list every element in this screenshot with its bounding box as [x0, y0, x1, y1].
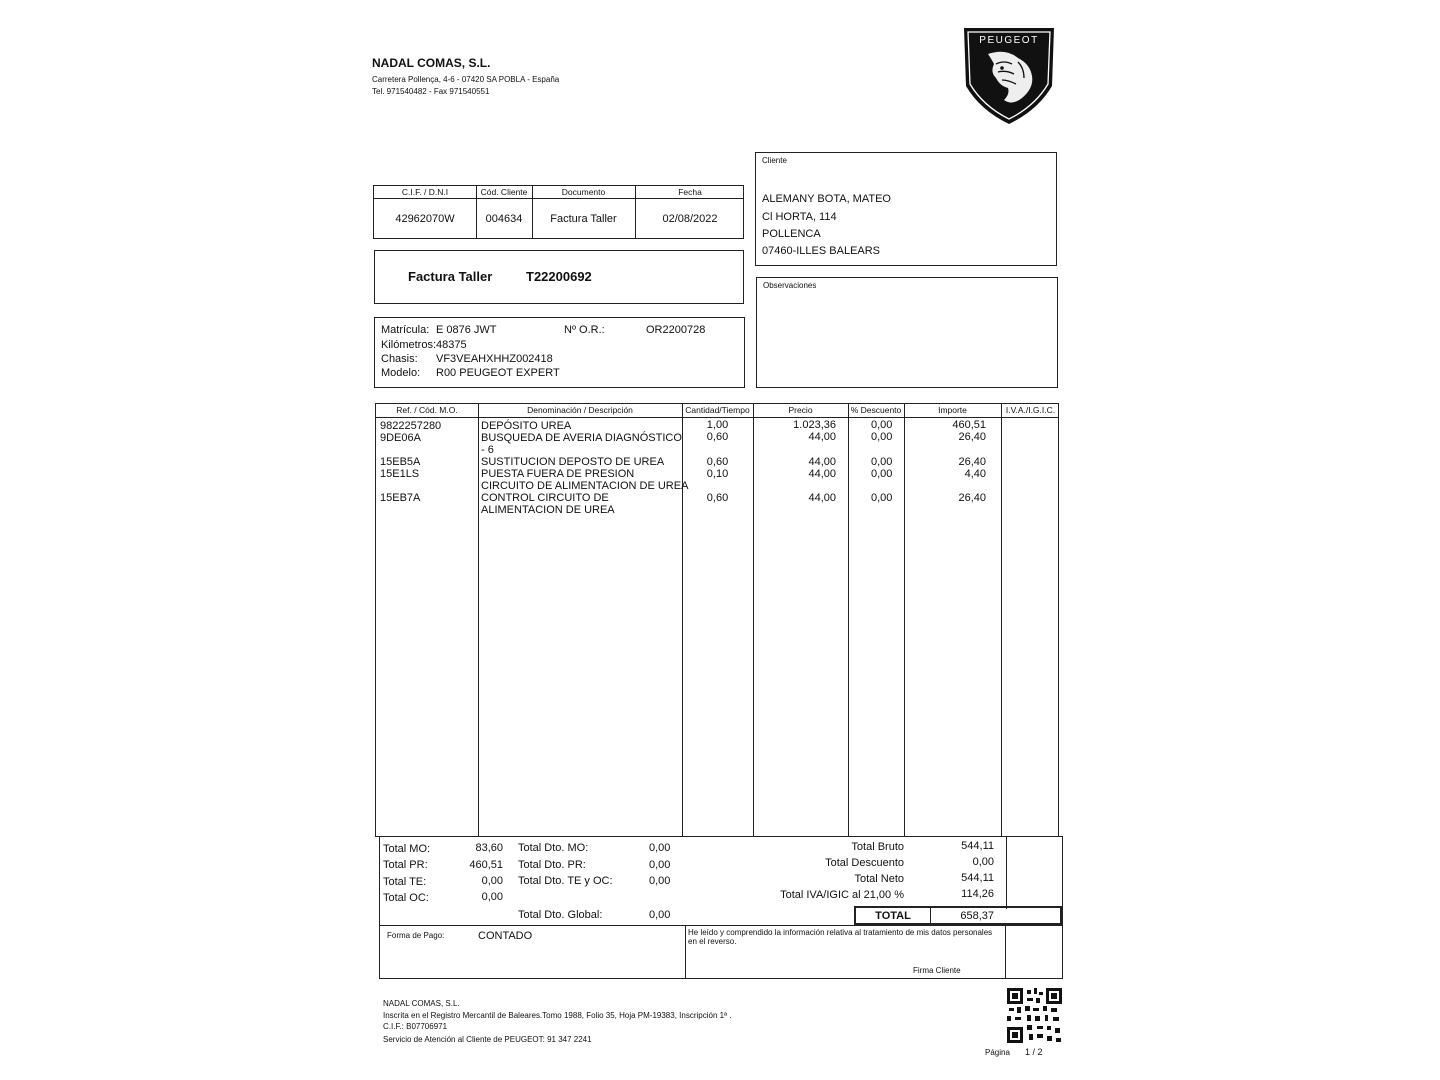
- model-value: R00 PEUGEOT EXPERT: [436, 367, 560, 379]
- table-row-ref: 15EB5A: [380, 456, 421, 468]
- invoice-label: Factura Taller: [408, 269, 493, 284]
- table-row-ref: 15E1LS: [380, 468, 420, 480]
- client-box: [755, 152, 1057, 266]
- total-dto-global-label: Total Dto. Global:: [518, 909, 603, 921]
- page-label: Página: [985, 1048, 1010, 1057]
- invoice-number: T22200692: [526, 269, 592, 284]
- date-header: Fecha: [678, 187, 702, 197]
- model-label: Modelo:: [381, 367, 421, 379]
- client-line-1: ALEMANY BOTA, MATEO: [762, 193, 891, 205]
- grand-total-label: TOTAL: [875, 910, 911, 922]
- total-descuento-value: 0,00: [972, 856, 994, 868]
- col-qty-header: Cantidad/Tiempo: [685, 405, 750, 415]
- total-dto-teoc-label: Total Dto. TE y OC:: [518, 875, 613, 887]
- footer-cif: C.I.F.: B07706971: [383, 1022, 448, 1031]
- table-row-amount: 4,40: [964, 468, 986, 480]
- table-row-desc-cont: CIRCUITO DE ALIMENTACION DE UREA: [481, 480, 689, 492]
- km-value: 48375: [436, 339, 467, 351]
- page-number: 1 / 2: [1025, 1047, 1043, 1057]
- client-label: Cliente: [762, 156, 787, 165]
- client-code-header: Cód. Cliente: [480, 187, 528, 197]
- total-bruto-label: Total Bruto: [851, 841, 904, 853]
- table-row-amount: 26,40: [958, 492, 986, 504]
- table-row-discount: 0,00: [871, 431, 893, 443]
- vehicle-box: [374, 317, 745, 388]
- table-row-price: 44,00: [808, 492, 836, 504]
- client-code-value: 004634: [485, 213, 523, 225]
- table-row-ref: 15EB7A: [380, 492, 421, 504]
- table-row-qty: 1,00: [706, 419, 729, 431]
- client-line-4: 07460-ILLES BALEARS: [762, 245, 881, 257]
- grand-total-value: 658,37: [960, 910, 994, 922]
- client-line-3: POLLENCA: [762, 228, 821, 240]
- date-value: 02/08/2022: [662, 213, 718, 225]
- invoice-title-box: [374, 250, 744, 304]
- table-row-desc: DEPÓSITO UREA: [481, 420, 572, 432]
- document-info-table: [373, 185, 744, 239]
- table-row-qty: 0,10: [706, 468, 729, 480]
- total-dto-pr-value: 0,00: [649, 859, 671, 871]
- table-row-desc: PUESTA FUERA DE PRESION: [481, 468, 635, 480]
- table-row-desc-cont: - 6: [481, 444, 494, 456]
- observations-label: Observaciones: [763, 281, 817, 290]
- document-header: Documento: [561, 187, 606, 197]
- table-row-amount: 26,40: [958, 456, 986, 468]
- total-oc-value: 0,00: [481, 891, 503, 903]
- table-row-amount: 26,40: [958, 431, 986, 443]
- total-mo-label: Total MO:: [383, 843, 431, 855]
- table-row-desc: CONTROL CIRCUITO DE: [481, 492, 609, 504]
- footer-service: Servicio de Atención al Cliente de PEUGEOT: 91 347 2241: [383, 1035, 592, 1044]
- table-row-price: 44,00: [808, 468, 836, 480]
- total-dto-mo-label: Total Dto. MO:: [518, 842, 589, 854]
- table-row-discount: 0,00: [871, 419, 893, 431]
- cif-value: 42962070W: [395, 213, 455, 225]
- col-discount-header: % Descuento: [850, 405, 902, 415]
- table-row-qty: 0,60: [706, 456, 729, 468]
- table-row-desc-cont: ALIMENTACION DE UREA: [481, 504, 615, 516]
- svg-text:PEUGEOT: PEUGEOT: [979, 35, 1039, 46]
- chassis-value: VF3VEAHXHHZ002418: [436, 353, 553, 365]
- payment-area: [379, 925, 1063, 979]
- company-address: Carretera Pollença, 4-6 - 07420 SA POBLA - España: [372, 75, 560, 84]
- total-dto-global-value: 0,00: [649, 909, 671, 921]
- km-label: Kilómetros:: [381, 339, 437, 351]
- peugeot-logo: [958, 24, 1060, 126]
- table-row-ref: 9DE06A: [380, 432, 421, 444]
- document-value: Factura Taller: [550, 213, 617, 225]
- total-mo-value: 83,60: [475, 842, 503, 854]
- payment-value: CONTADO: [478, 930, 533, 942]
- table-row-amount: 460,51: [952, 419, 986, 431]
- col-vat-header: I.V.A./I.G.I.C.: [1005, 405, 1056, 415]
- grand-total-box: [854, 906, 1062, 925]
- table-row-price: 44,00: [808, 431, 836, 443]
- total-neto-label: Total Neto: [854, 873, 904, 885]
- privacy-text: He leído y comprendido la información relativa al tratamiento de mis datos personales en el reverso.: [688, 928, 993, 946]
- table-row-desc: BUSQUEDA DE AVERIA DIAGNÓSTICO: [481, 432, 682, 444]
- total-oc-label: Total OC:: [383, 892, 429, 904]
- total-te-label: Total TE:: [383, 876, 427, 888]
- table-row-discount: 0,00: [871, 456, 893, 468]
- total-dto-mo-value: 0,00: [649, 842, 671, 854]
- table-row-discount: 0,00: [871, 492, 893, 504]
- col-ref-header: Ref. / Cód. M.O.: [396, 405, 458, 415]
- footer-registry: Inscrita en el Registro Mercantil de Baleares.Tomo 1988, Folio 35, Hoja PM-19383, Inscripción 1ª .: [383, 1011, 732, 1020]
- col-desc-header: Denominación / Descripción: [527, 405, 633, 415]
- client-line-2: Cl HORTA, 114: [762, 211, 837, 223]
- table-row-discount: 0,00: [871, 468, 893, 480]
- table-row-desc: SUSTITUCION DEPOSTO DE UREA: [481, 456, 665, 468]
- total-iva-value: 114,26: [961, 888, 994, 900]
- chassis-label: Chasis:: [381, 353, 418, 365]
- total-descuento-label: Total Descuento: [825, 857, 904, 869]
- total-dto-teoc-value: 0,00: [649, 875, 671, 887]
- table-row-ref: 9822257280: [380, 420, 442, 432]
- line-items-table: [375, 403, 1059, 837]
- total-pr-value: 460,51: [469, 859, 503, 871]
- footer-company: NADAL COMAS, S.L.: [383, 999, 460, 1008]
- company-phones: Tel. 971540482 - Fax 971540551: [372, 87, 490, 96]
- observations-box: [756, 277, 1058, 388]
- total-te-value: 0,00: [481, 875, 503, 887]
- plate-label: Matrícula:: [381, 324, 430, 336]
- company-name: NADAL COMAS, S.L.: [372, 56, 491, 70]
- cif-header: C.I.F. / D.N.I: [401, 187, 449, 197]
- table-row-qty: 0,60: [706, 492, 729, 504]
- total-neto-value: 544,11: [961, 872, 994, 884]
- table-row-price: 1.023,36: [793, 419, 836, 431]
- total-iva-label: Total IVA/IGIC al 21,00 %: [780, 889, 904, 901]
- or-label: Nº O.R.:: [564, 324, 605, 336]
- total-bruto-value: 544,11: [961, 840, 994, 852]
- table-row-price: 44,00: [808, 456, 836, 468]
- qr-code-icon: [1007, 988, 1062, 1043]
- payment-label: Forma de Pago:: [387, 931, 445, 940]
- total-pr-label: Total PR:: [383, 859, 428, 871]
- signature-label: Firma Cliente: [913, 966, 961, 975]
- plate-value: E 0876 JWT: [436, 324, 497, 336]
- total-dto-pr-label: Total Dto. PR:: [518, 859, 586, 871]
- or-value: OR2200728: [646, 324, 706, 336]
- col-price-header: Precio: [788, 405, 813, 415]
- table-row-qty: 0,60: [706, 431, 729, 443]
- col-amount-header: Importe: [938, 405, 967, 415]
